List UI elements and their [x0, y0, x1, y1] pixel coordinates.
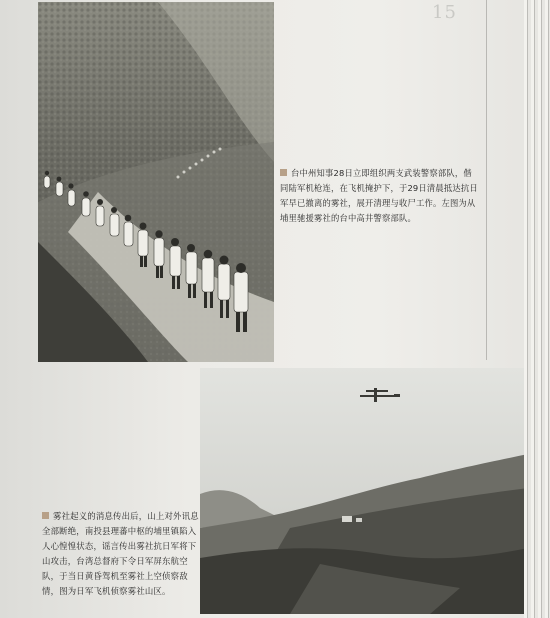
- page-divider: [486, 0, 487, 360]
- caption-top-text: 台中州知事28日立即组织两支武装警察部队，偕同陆军机枪连，在飞机掩护下，于29日清晨抵达抗日军早已撤离的雾社，展开清理与收尸工作。左图为从埔里驰援雾社的台中高井警察部队。: [280, 168, 478, 223]
- photo-police-troops-image: [38, 2, 274, 362]
- caption-marker-square: [42, 512, 49, 519]
- page-number: 15: [432, 2, 457, 23]
- caption-marker-square: [280, 169, 287, 176]
- photo-police-troops: [38, 2, 274, 362]
- caption-bottom-text: 雾社起义的消息传出后，山上对外讯息全部断绝，南投县理蕃中枢的埔里镇陷入人心惶惶状态，谣言传出雾社抗日军将下山攻击，台湾总督府下令日军屏东航空队，于当日黄昏驾机至雾社上空侦察敌情，图为日军飞机侦察雾社山区。: [42, 511, 199, 596]
- photo-aircraft-reconnaissance: [200, 368, 528, 614]
- page-stack-edges: [524, 0, 550, 618]
- caption-bottom: [42, 509, 200, 599]
- caption-top: [280, 166, 480, 226]
- photo-aircraft-reconnaissance-image: [200, 368, 528, 614]
